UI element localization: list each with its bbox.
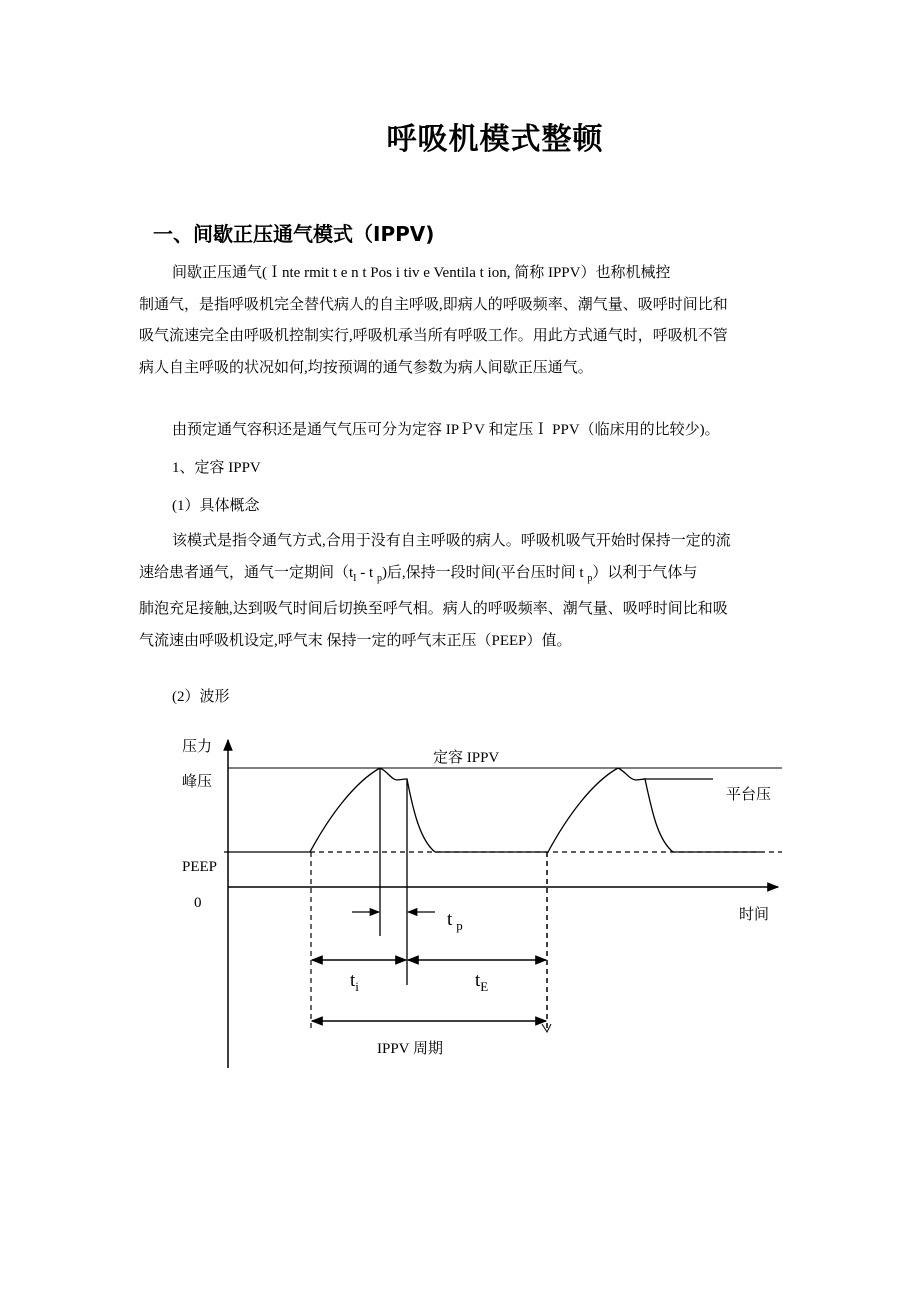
ti-label xyxy=(350,970,359,994)
ti-label-sub: i xyxy=(355,979,359,994)
subscript: p xyxy=(587,572,593,584)
tp-label-sub: p xyxy=(456,918,463,933)
zero-label: 0 xyxy=(194,895,202,911)
text-run: )后,保持一段时间(平台压时间 t xyxy=(381,564,588,581)
subsection-heading: 1、定容 IPPV xyxy=(172,460,261,476)
x-axis-label: 时间 xyxy=(739,907,770,923)
tp-label-base: t xyxy=(447,909,453,930)
pressure-waveform-cycle-1 xyxy=(310,768,435,852)
y-axis-label: 压力 xyxy=(182,739,213,755)
paragraph-line: 气流速由呼吸机设定,呼气末 保持一定的呼气末正压（PEEP）值。 xyxy=(139,632,572,649)
tp-label xyxy=(447,909,463,933)
subscript: I xyxy=(353,572,357,584)
ti-label-base: t xyxy=(350,970,356,991)
paragraph-classification: 由预定通气容积还是通气气压可分为定容 IPＰV 和定压Ｉ PPV（临床用的比较少)。 xyxy=(172,422,720,438)
paragraph-line: 肺泡充足接触,达到吸气时间后切换至呼气相。病人的呼吸频率、潮气量、吸呼时间比和吸 xyxy=(139,601,728,617)
subscript: p xyxy=(376,572,382,584)
paragraph-line: 吸气流速完全由呼吸机控制实行,呼吸机承当所有呼吸工作。用此方式通气时，呼吸机不管 xyxy=(139,328,728,344)
text-run: 速给患者通气，通气一定期间（t xyxy=(139,564,354,581)
text-run: - t xyxy=(356,564,377,581)
te-label xyxy=(475,970,488,994)
paragraph-line: 制通气，是指呼吸机完全替代病人的自主呼吸,即病人的呼吸频率、潮气量、吸呼时间比和 xyxy=(139,296,728,313)
section-heading: 一、间歇正压通气模式（ⅠPPⅤ) xyxy=(153,222,435,246)
period-label: IPPV 周期 xyxy=(377,1041,443,1057)
te-label-base: t xyxy=(475,970,481,991)
document-title: 呼吸机模式整顿 xyxy=(386,122,604,157)
paragraph-line-text: 间歇正压通气(Ｉnte rmit t e n t Pos i tiv e Ventila t ion, 简称 IPPV）也称机械控 xyxy=(172,265,671,281)
item-heading-waveform: (2）波形 xyxy=(172,689,230,705)
peep-label: PEEP xyxy=(182,859,218,875)
pressure-waveform-cycle-2 xyxy=(548,768,673,852)
peak-pressure-label: 峰压 xyxy=(182,774,213,790)
paragraph-line-text: 该模式是指令通气方式,合用于没有自主呼吸的病人。呼吸机吸气开始时保持一定的流 xyxy=(172,533,731,549)
item-heading-concept: (1）具体概念 xyxy=(172,498,260,514)
chart-title-label: 定容 IPPV xyxy=(433,750,500,766)
text-run: ）以利于气体与 xyxy=(592,564,698,581)
te-label-sub: E xyxy=(480,979,489,994)
plateau-pressure-label: 平台压 xyxy=(726,787,772,803)
paragraph-line: 病人自主呼吸的状况如何,均按预调的通气参数为病人间歇正压通气。 xyxy=(139,359,593,376)
